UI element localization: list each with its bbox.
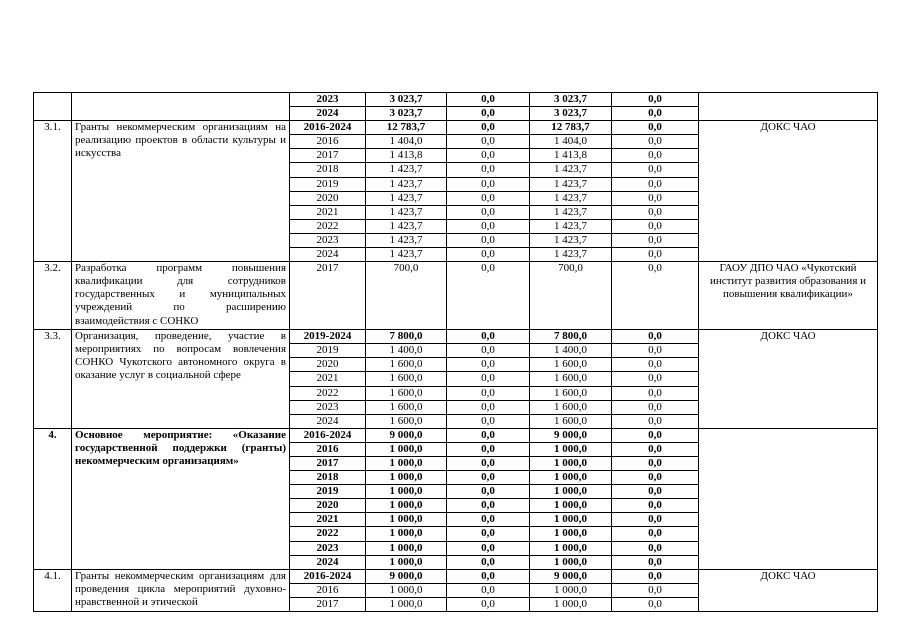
total-amount-cell: 1 423,7 [366, 248, 447, 262]
other-sources-cell: 0,0 [612, 358, 699, 372]
district-budget-cell: 1 600,0 [530, 400, 612, 414]
district-budget-cell: 3 023,7 [530, 107, 612, 121]
other-sources-cell: 0,0 [612, 163, 699, 177]
period-cell: 2021 [290, 372, 366, 386]
period-cell: 2023 [290, 541, 366, 555]
period-cell: 2019 [290, 177, 366, 191]
total-amount-cell: 1 000,0 [366, 541, 447, 555]
total-amount-cell: 9 000,0 [366, 569, 447, 583]
item-number: 3.3. [34, 330, 72, 429]
period-cell: 2016-2024 [290, 121, 366, 135]
item-name: Гранты некоммерческим организациям на реализацию проектов в области культуры и искусства [72, 121, 290, 262]
federal-budget-cell: 0,0 [447, 414, 530, 428]
executor-cell [699, 93, 878, 121]
district-budget-cell: 1 600,0 [530, 372, 612, 386]
district-budget-cell: 1 423,7 [530, 191, 612, 205]
total-amount-cell: 1 000,0 [366, 471, 447, 485]
federal-budget-cell: 0,0 [447, 149, 530, 163]
period-cell: 2018 [290, 471, 366, 485]
table-row [34, 93, 878, 107]
total-amount-cell: 1 400,0 [366, 344, 447, 358]
period-cell: 2023 [290, 233, 366, 247]
district-budget-cell: 9 000,0 [530, 569, 612, 583]
other-sources-cell: 0,0 [612, 386, 699, 400]
period-cell: 2018 [290, 163, 366, 177]
district-budget-cell: 1 000,0 [530, 541, 612, 555]
other-sources-cell: 0,0 [612, 513, 699, 527]
federal-budget-cell: 0,0 [447, 177, 530, 191]
total-amount-cell: 9 000,0 [366, 428, 447, 442]
period-cell: 2022 [290, 219, 366, 233]
other-sources-cell: 0,0 [612, 205, 699, 219]
item-name [72, 93, 290, 121]
executor-cell: ГАОУ ДПО ЧАО «Чукотский институт развития образования и повышения квалификации» [699, 262, 878, 330]
total-amount-cell: 1 000,0 [366, 499, 447, 513]
other-sources-cell: 0,0 [612, 442, 699, 456]
other-sources-cell: 0,0 [612, 456, 699, 470]
district-budget-cell: 3 023,7 [530, 93, 612, 107]
federal-budget-cell: 0,0 [447, 219, 530, 233]
district-budget-cell: 12 783,7 [530, 121, 612, 135]
total-amount-cell: 1 423,7 [366, 205, 447, 219]
other-sources-cell: 0,0 [612, 344, 699, 358]
total-amount-cell: 7 800,0 [366, 330, 447, 344]
item-number: 4. [34, 428, 72, 569]
federal-budget-cell: 0,0 [447, 344, 530, 358]
other-sources-cell: 0,0 [612, 414, 699, 428]
federal-budget-cell: 0,0 [447, 513, 530, 527]
district-budget-cell: 1 600,0 [530, 414, 612, 428]
district-budget-cell: 1 600,0 [530, 386, 612, 400]
federal-budget-cell: 0,0 [447, 330, 530, 344]
total-amount-cell: 1 000,0 [366, 442, 447, 456]
period-cell: 2022 [290, 527, 366, 541]
period-cell: 2019-2024 [290, 330, 366, 344]
period-cell: 2024 [290, 414, 366, 428]
total-amount-cell: 1 404,0 [366, 135, 447, 149]
federal-budget-cell: 0,0 [447, 233, 530, 247]
period-cell: 2021 [290, 513, 366, 527]
item-name: Организация, проведение, участие в мероприятиях по вопросам вовлечения СОНКО Чукотского автономного округа в оказание услуг в социальной сфере [72, 330, 290, 429]
district-budget-cell: 1 423,7 [530, 233, 612, 247]
district-budget-cell: 1 400,0 [530, 344, 612, 358]
total-amount-cell: 3 023,7 [366, 107, 447, 121]
district-budget-cell: 1 423,7 [530, 205, 612, 219]
federal-budget-cell: 0,0 [447, 527, 530, 541]
federal-budget-cell: 0,0 [447, 163, 530, 177]
other-sources-cell: 0,0 [612, 372, 699, 386]
total-amount-cell: 1 423,7 [366, 177, 447, 191]
total-amount-cell: 1 000,0 [366, 583, 447, 597]
federal-budget-cell: 0,0 [447, 248, 530, 262]
total-amount-cell: 1 600,0 [366, 414, 447, 428]
district-budget-cell: 1 000,0 [530, 513, 612, 527]
total-amount-cell: 1 600,0 [366, 372, 447, 386]
period-cell: 2017 [290, 597, 366, 611]
other-sources-cell: 0,0 [612, 597, 699, 611]
item-number [34, 93, 72, 121]
other-sources-cell: 0,0 [612, 555, 699, 569]
federal-budget-cell: 0,0 [447, 569, 530, 583]
item-name: Разработка программ повышения квалификации для сотрудников государственных и муниципальных учреждений по расширению взаимодействия с СОНКО [72, 262, 290, 330]
period-cell: 2024 [290, 555, 366, 569]
other-sources-cell: 0,0 [612, 121, 699, 135]
total-amount-cell: 1 423,7 [366, 163, 447, 177]
period-cell: 2017 [290, 149, 366, 163]
federal-budget-cell: 0,0 [447, 442, 530, 456]
federal-budget-cell: 0,0 [447, 597, 530, 611]
table-row [34, 330, 878, 344]
federal-budget-cell: 0,0 [447, 386, 530, 400]
total-amount-cell: 1 423,7 [366, 233, 447, 247]
district-budget-cell: 1 000,0 [530, 456, 612, 470]
table-row [34, 428, 878, 442]
total-amount-cell: 1 600,0 [366, 400, 447, 414]
executor-cell: ДОКС ЧАО [699, 330, 878, 429]
item-number: 3.2. [34, 262, 72, 330]
federal-budget-cell: 0,0 [447, 191, 530, 205]
executor-cell: ДОКС ЧАО [699, 569, 878, 611]
other-sources-cell: 0,0 [612, 527, 699, 541]
district-budget-cell: 1 423,7 [530, 163, 612, 177]
executor-cell [699, 428, 878, 569]
other-sources-cell: 0,0 [612, 219, 699, 233]
other-sources-cell: 0,0 [612, 400, 699, 414]
other-sources-cell: 0,0 [612, 541, 699, 555]
district-budget-cell: 1 413,8 [530, 149, 612, 163]
total-amount-cell: 1 413,8 [366, 149, 447, 163]
table-body [34, 93, 878, 612]
other-sources-cell: 0,0 [612, 191, 699, 205]
district-budget-cell: 1 600,0 [530, 358, 612, 372]
district-budget-cell: 1 000,0 [530, 442, 612, 456]
period-cell: 2023 [290, 93, 366, 107]
item-number: 3.1. [34, 121, 72, 262]
total-amount-cell: 1 000,0 [366, 513, 447, 527]
federal-budget-cell: 0,0 [447, 135, 530, 149]
district-budget-cell: 1 000,0 [530, 597, 612, 611]
item-number: 4.1. [34, 569, 72, 611]
district-budget-cell: 1 404,0 [530, 135, 612, 149]
period-cell: 2017 [290, 456, 366, 470]
district-budget-cell: 1 423,7 [530, 219, 612, 233]
program-funding-table [33, 92, 878, 612]
district-budget-cell: 1 000,0 [530, 527, 612, 541]
period-cell: 2023 [290, 400, 366, 414]
federal-budget-cell: 0,0 [447, 485, 530, 499]
district-budget-cell: 7 800,0 [530, 330, 612, 344]
other-sources-cell: 0,0 [612, 107, 699, 121]
district-budget-cell: 1 423,7 [530, 177, 612, 191]
total-amount-cell: 1 423,7 [366, 191, 447, 205]
district-budget-cell: 1 000,0 [530, 583, 612, 597]
other-sources-cell: 0,0 [612, 485, 699, 499]
federal-budget-cell: 0,0 [447, 262, 530, 330]
district-budget-cell: 9 000,0 [530, 428, 612, 442]
period-cell: 2019 [290, 344, 366, 358]
period-cell: 2016-2024 [290, 428, 366, 442]
executor-cell: ДОКС ЧАО [699, 121, 878, 262]
other-sources-cell: 0,0 [612, 583, 699, 597]
period-cell: 2020 [290, 358, 366, 372]
federal-budget-cell: 0,0 [447, 471, 530, 485]
federal-budget-cell: 0,0 [447, 358, 530, 372]
district-budget-cell: 700,0 [530, 262, 612, 330]
total-amount-cell: 1 000,0 [366, 456, 447, 470]
total-amount-cell: 1 423,7 [366, 219, 447, 233]
period-cell: 2016 [290, 135, 366, 149]
other-sources-cell: 0,0 [612, 233, 699, 247]
other-sources-cell: 0,0 [612, 248, 699, 262]
federal-budget-cell: 0,0 [447, 555, 530, 569]
total-amount-cell: 1 000,0 [366, 555, 447, 569]
period-cell: 2016 [290, 442, 366, 456]
other-sources-cell: 0,0 [612, 499, 699, 513]
total-amount-cell: 1 600,0 [366, 386, 447, 400]
total-amount-cell: 12 783,7 [366, 121, 447, 135]
federal-budget-cell: 0,0 [447, 107, 530, 121]
federal-budget-cell: 0,0 [447, 428, 530, 442]
item-name: Гранты некоммерческим организациям для проведения цикла мероприятий духовно-нравственной и этической [72, 569, 290, 611]
total-amount-cell: 3 023,7 [366, 93, 447, 107]
federal-budget-cell: 0,0 [447, 372, 530, 386]
period-cell: 2016-2024 [290, 569, 366, 583]
other-sources-cell: 0,0 [612, 135, 699, 149]
total-amount-cell: 1 000,0 [366, 597, 447, 611]
period-cell: 2020 [290, 191, 366, 205]
total-amount-cell: 1 000,0 [366, 485, 447, 499]
period-cell: 2020 [290, 499, 366, 513]
other-sources-cell: 0,0 [612, 471, 699, 485]
district-budget-cell: 1 423,7 [530, 248, 612, 262]
other-sources-cell: 0,0 [612, 93, 699, 107]
federal-budget-cell: 0,0 [447, 456, 530, 470]
district-budget-cell: 1 000,0 [530, 471, 612, 485]
other-sources-cell: 0,0 [612, 177, 699, 191]
federal-budget-cell: 0,0 [447, 121, 530, 135]
federal-budget-cell: 0,0 [447, 541, 530, 555]
total-amount-cell: 1 000,0 [366, 527, 447, 541]
district-budget-cell: 1 000,0 [530, 499, 612, 513]
period-cell: 2017 [290, 262, 366, 330]
federal-budget-cell: 0,0 [447, 205, 530, 219]
table-row [34, 262, 878, 330]
table-row [34, 569, 878, 583]
other-sources-cell: 0,0 [612, 330, 699, 344]
federal-budget-cell: 0,0 [447, 499, 530, 513]
total-amount-cell: 700,0 [366, 262, 447, 330]
district-budget-cell: 1 000,0 [530, 555, 612, 569]
total-amount-cell: 1 600,0 [366, 358, 447, 372]
period-cell: 2024 [290, 107, 366, 121]
federal-budget-cell: 0,0 [447, 583, 530, 597]
period-cell: 2019 [290, 485, 366, 499]
other-sources-cell: 0,0 [612, 149, 699, 163]
period-cell: 2021 [290, 205, 366, 219]
period-cell: 2024 [290, 248, 366, 262]
item-name: Основное мероприятие: «Оказание государственной поддержки (гранты) некоммерческим организациям» [72, 428, 290, 569]
federal-budget-cell: 0,0 [447, 400, 530, 414]
other-sources-cell: 0,0 [612, 428, 699, 442]
other-sources-cell: 0,0 [612, 569, 699, 583]
period-cell: 2022 [290, 386, 366, 400]
other-sources-cell: 0,0 [612, 262, 699, 330]
district-budget-cell: 1 000,0 [530, 485, 612, 499]
period-cell: 2016 [290, 583, 366, 597]
table-row [34, 121, 878, 135]
federal-budget-cell: 0,0 [447, 93, 530, 107]
